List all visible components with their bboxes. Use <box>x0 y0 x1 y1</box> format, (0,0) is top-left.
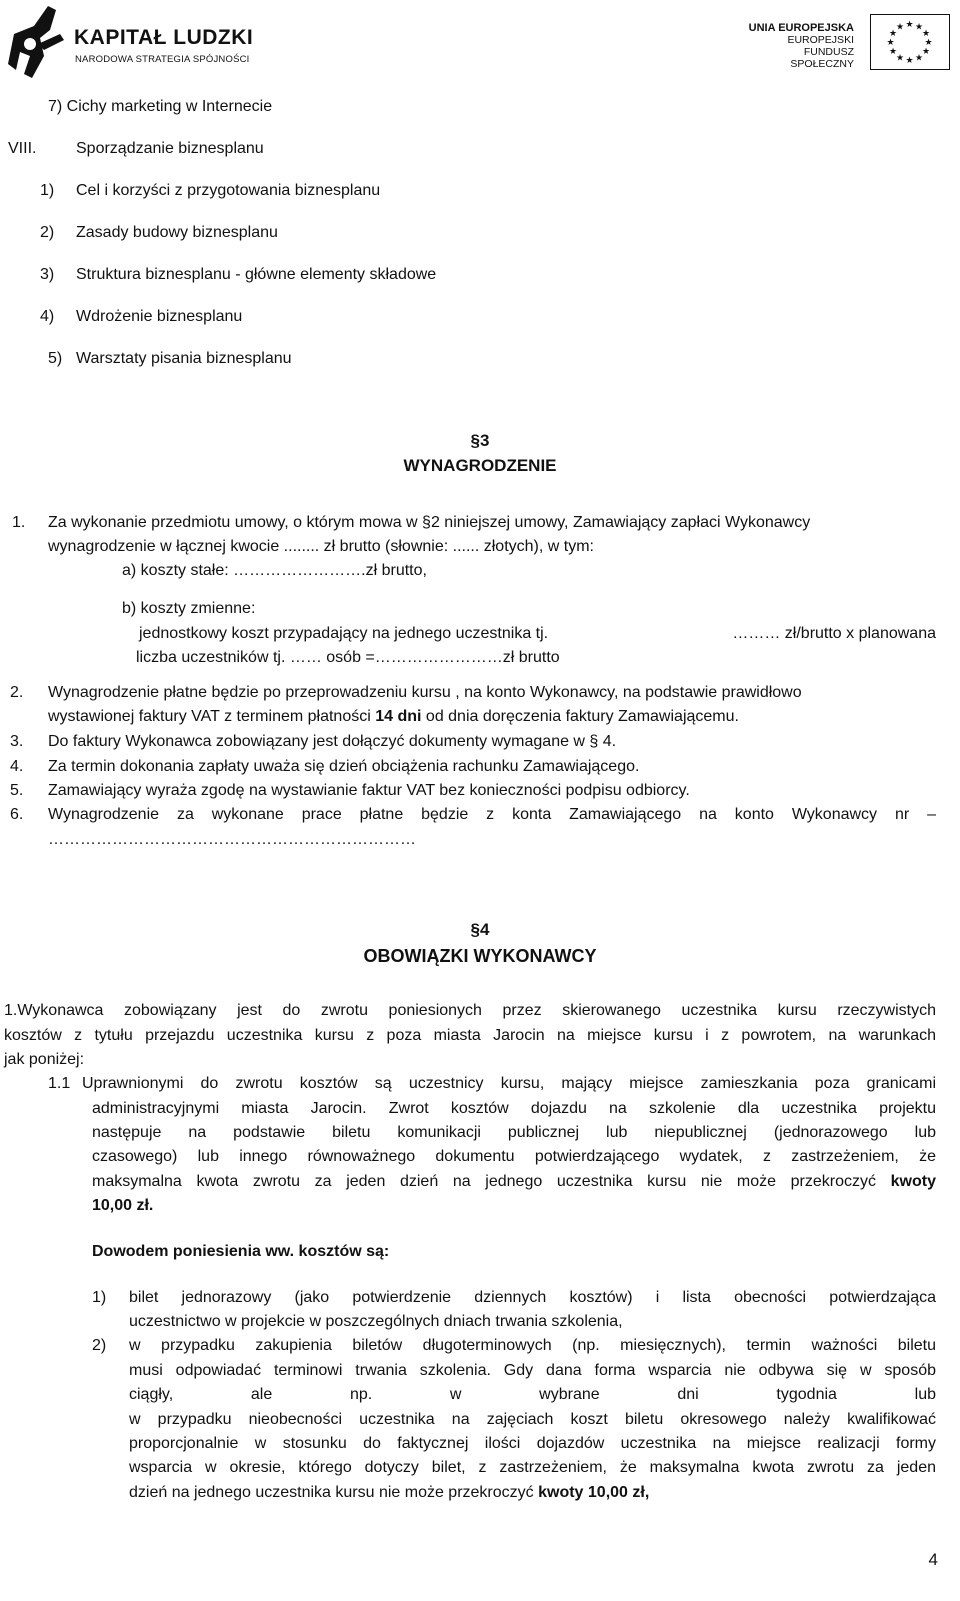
paragraph-line: wynagrodzenie w łącznej kwocie ........ zł brutto (słownie: ...... złotych), w tym: <box>48 538 594 555</box>
amount-bold: kwoty 10,00 zł, <box>538 1484 650 1501</box>
paragraph-line: w przypadku zakupienia biletów długoterminowych (np. miesięcznych), termin ważności biletu <box>129 1337 936 1354</box>
paragraph-line <box>48 705 739 729</box>
list-item-num: 4) <box>40 308 55 325</box>
paragraph-line: wsparcia w okresie, którego dotyczy bilet, z zastrzeżeniem, że maksymalna kwota zwrotu za jeden <box>129 1459 936 1476</box>
paragraph-line: 1.Wykonawca zobowiązany jest do zwrotu poniesionych przez skierowanego uczestnika kursu rzeczywistych <box>4 1002 936 1019</box>
section-title: Sporządzanie biznesplanu <box>76 140 264 157</box>
eu-logo-line2: EUROPEJSKI <box>787 34 854 46</box>
logo-subtitle: NARODOWA STRATEGIA SPÓJNOŚCI <box>75 54 250 65</box>
paragraph-line: administracyjnymi miasta Jarocin. Zwrot kosztów dojazdu na szkolenie dla uczestnika projektu <box>92 1100 936 1117</box>
svg-text:★: ★ <box>886 38 895 48</box>
page-number: 4 <box>928 1550 938 1569</box>
page-header <box>0 0 960 86</box>
svg-text:★: ★ <box>895 22 905 33</box>
list-item-7: 7) Cichy marketing w Internecie <box>48 98 273 115</box>
paragraph-line: Za termin dokonania zapłaty uważa się dzień obciążenia rachunku Zamawiającego. <box>48 758 640 775</box>
svg-text:★: ★ <box>888 47 898 57</box>
paragraph-line: następuje na podstawie biletu komunikacji publicznej lub niepublicznej (jednorazowego lub <box>92 1124 936 1141</box>
list-item-num: 2) <box>40 224 55 241</box>
kapital-ludzki-logo <box>4 4 264 82</box>
svg-text:★: ★ <box>905 56 914 66</box>
list-item-num: 5) <box>48 350 63 367</box>
paragraph-line: bilet jednorazowy (jako potwierdzenie dziennych kosztów) i lista obecności potwierdzająca <box>129 1289 936 1306</box>
paragraph-line: Wynagrodzenie za wykonane prace płatne będzie z konta Zamawiającego na konto Wykonawcy nr – <box>48 806 936 823</box>
paragraph-line: jak poniżej: <box>4 1051 85 1068</box>
paragraph-number: 6. <box>10 806 24 823</box>
paragraph-number: 1. <box>12 514 26 531</box>
list-item: Wdrożenie biznesplanu <box>76 308 243 325</box>
section4-number: §4 <box>470 920 490 939</box>
paragraph-line: Zamawiający wyraża zgodę na wystawianie faktur VAT bez konieczności podpisu odbiorcy. <box>48 782 690 799</box>
svg-text:★: ★ <box>905 20 914 30</box>
paragraph-line <box>92 1170 936 1194</box>
list-item: Zasady budowy biznesplanu <box>76 224 278 241</box>
text-span: dzień na jednego uczestnika kursu nie może przekroczyć <box>129 1484 539 1501</box>
payment-term-bold: 14 dni <box>375 708 422 725</box>
paragraph-line: Uprawnionymi do zwrotu kosztów są uczestnicy kursu, mający miejsce zamieszkania poza granicami <box>82 1075 936 1092</box>
eu-logo-line3: FUNDUSZ SPOŁECZNY <box>790 46 854 70</box>
amount-bold: 10,00 zł. <box>92 1197 154 1214</box>
list-item-num: 3) <box>40 266 55 283</box>
paragraph-line: kosztów z tytułu przejazdu uczestnika kursu z poza miasta Jarocin na miejsce kursu i z powrotem, na warunkach <box>4 1027 936 1044</box>
paragraph-line: Wynagrodzenie płatne będzie po przeprowadzeniu kursu , na konto Wykonawcy, na podstawie prawidłowo <box>48 684 802 701</box>
paragraph-line: musi odpowiadać terminowi trwania szkolenia. Gdy dana forma wsparcia nie odbywa się w sposób <box>129 1362 936 1379</box>
list-item-num: 1) <box>40 182 55 199</box>
svg-text:★: ★ <box>921 29 931 39</box>
eu-logo-line1: UNIA EUROPEJSKA <box>748 22 854 34</box>
amount-line <box>92 1194 153 1218</box>
paragraph-number: 5. <box>10 782 24 799</box>
eu-logo-text <box>740 22 854 70</box>
text-span: wystawionej faktury VAT z terminem płatności <box>48 708 376 725</box>
account-number-placeholder: …………………………………………………………… <box>48 831 416 848</box>
list-item: Warsztaty pisania biznesplanu <box>76 350 292 367</box>
subparagraph-number: 1.1 <box>48 1075 71 1092</box>
paragraph-number: 3. <box>10 733 24 750</box>
section3-number: §3 <box>470 431 490 450</box>
paragraph-line: ciągły, ale np. w wybrane dni tygodnia lub <box>129 1386 936 1403</box>
svg-text:★: ★ <box>921 47 931 57</box>
paragraph-line <box>129 1481 649 1505</box>
section-number: VIII. <box>8 140 37 157</box>
amount-bold: kwoty <box>890 1173 936 1190</box>
evidence-heading: Dowodem poniesienia ww. kosztów są: <box>92 1243 390 1260</box>
logo-title: KAPITAŁ LUDZKI <box>74 26 254 49</box>
eu-logo <box>740 14 950 76</box>
section4-title: OBOWIĄZKI WYKONAWCY <box>363 946 597 966</box>
paragraph-number: 2. <box>10 684 24 701</box>
eu-flag-icon <box>870 14 950 70</box>
svg-text:★: ★ <box>888 29 898 39</box>
human-figure-logo-icon <box>4 4 70 82</box>
fixed-costs-line: a) koszty stałe: …………………….zł brutto, <box>122 562 427 579</box>
paragraph-line: czasowego) lub innego równoważnego dokumentu potwierdzającego wydatek, z zastrzeżeniem, że <box>92 1148 936 1165</box>
unit-cost-line-right: ……… zł/brutto x planowana <box>732 625 936 642</box>
participants-line: liczba uczestników tj. …… osób =……………………zł brutto <box>136 649 560 666</box>
text-span: od dnia doręczenia faktury Zamawiającemu. <box>421 708 739 725</box>
unit-cost-line: jednostkowy koszt przypadający na jednego uczestnika tj. <box>139 625 549 642</box>
variable-costs-label: b) koszty zmienne: <box>122 600 256 617</box>
svg-text:★: ★ <box>914 22 924 33</box>
paragraph-line: Za wykonanie przedmiotu umowy, o którym mowa w §2 niniejszej umowy, Zamawiający zapłaci Wykonawcy <box>48 514 811 531</box>
paragraph-line: Do faktury Wykonawca zobowiązany jest dołączyć dokumenty wymagane w § 4. <box>48 733 617 750</box>
evidence-number: 1) <box>92 1289 107 1306</box>
list-item: Struktura biznesplanu - główne elementy składowe <box>76 266 437 283</box>
paragraph-line: proporcjonalnie w stosunku do faktycznej ilości dojazdów uczestnika na miejsce realizacji formy <box>129 1435 936 1452</box>
evidence-number: 2) <box>92 1337 107 1354</box>
list-item: Cel i korzyści z przygotowania biznesplanu <box>76 182 381 199</box>
section3-title: WYNAGRODZENIE <box>403 456 557 475</box>
svg-text:★: ★ <box>914 53 924 64</box>
paragraph-line: w przypadku nieobecności uczestnika na zajęciach koszt biletu okresowego należy kwalifikować <box>129 1411 936 1428</box>
svg-text:★: ★ <box>924 38 933 48</box>
paragraph-number: 4. <box>10 758 24 775</box>
svg-text:★: ★ <box>895 53 905 64</box>
paragraph-line: uczestnictwo w projekcie w poszczególnych dniach trwania szkolenia, <box>129 1313 623 1330</box>
text-span: maksymalna kwota zwrotu za jeden dzień na jednego uczestnika kursu nie może przekroczyć <box>92 1173 891 1190</box>
